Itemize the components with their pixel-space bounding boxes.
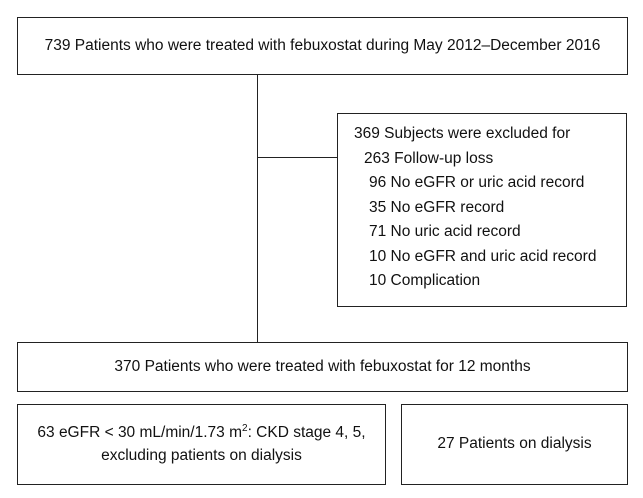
connector-vertical [257, 75, 258, 342]
exclusion-item: 10 Complication [369, 272, 481, 289]
top-box-text: 739 Patients who were treated with febuxostat during May 2012–December 2016 [44, 36, 601, 54]
ckd-stage-box [17, 404, 386, 485]
exclusion-item: 263 Follow-up loss [364, 149, 494, 167]
ckd-superscript: 2 [242, 422, 248, 434]
dialysis-box [401, 404, 628, 485]
exclusion-item: 35 No eGFR record [369, 198, 505, 216]
exclusion-item: 71 No uric acid record [369, 223, 521, 240]
exclusion-box [337, 113, 627, 307]
ckd-stage-text [28, 422, 375, 467]
ckd-text-part2: : CKD stage 4, 5, excluding patients on dialysis [101, 424, 366, 464]
middle-box [17, 342, 628, 392]
middle-box-text: 370 Patients who were treated with febuxostat for 12 months [114, 357, 531, 375]
exclusion-item: 96 No eGFR or uric acid record [369, 174, 585, 191]
ckd-text-part1: 63 eGFR < 30 mL/min/1.73 m [37, 424, 242, 442]
top-box [17, 17, 628, 75]
exclusion-header: 369 Subjects were excluded for [354, 125, 571, 142]
connector-to-exclusion [257, 157, 337, 158]
exclusion-item: 10 No eGFR and uric acid record [369, 247, 597, 265]
dialysis-box-text: 27 Patients on dialysis [437, 435, 592, 453]
